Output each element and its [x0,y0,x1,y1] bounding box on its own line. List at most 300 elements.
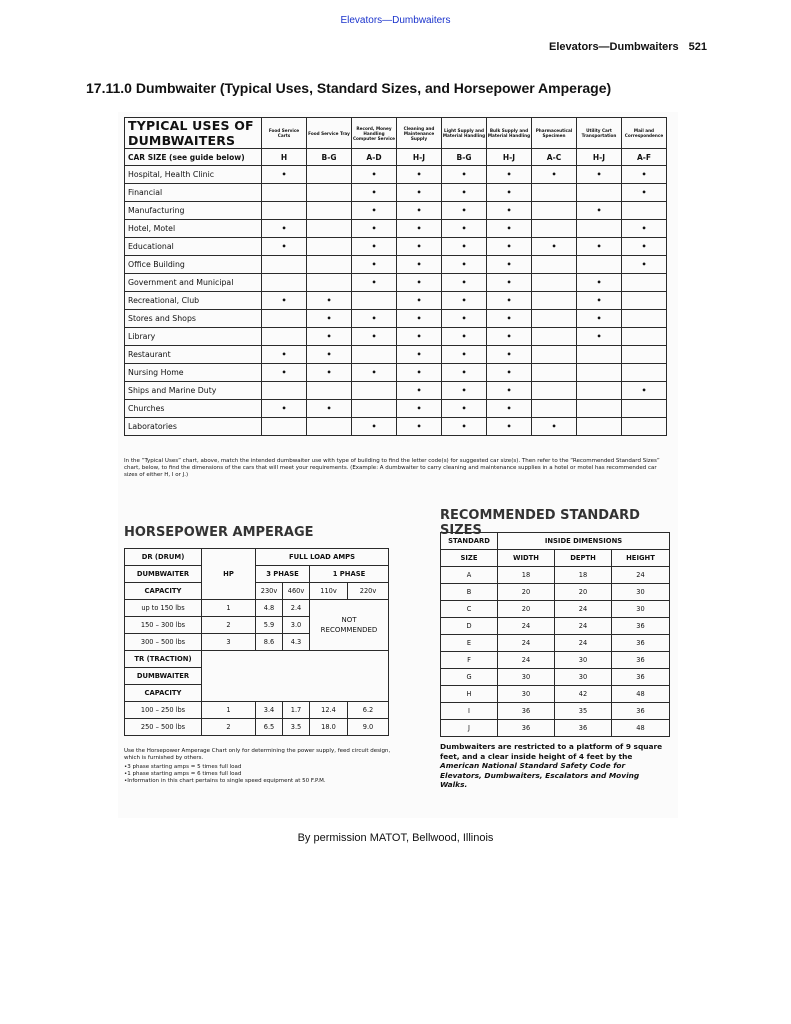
uses-column-header: Food Service Carts [262,118,307,149]
amps-value: 6.2 [348,702,389,719]
use-mark: • [397,418,442,436]
running-head-title: Elevators—Dumbwaiters [549,41,679,53]
table-row [125,184,667,202]
empty-cell [577,346,622,364]
amps-value: 1.7 [283,702,310,719]
amps-value: 18.0 [310,719,348,736]
size-width: 36 [498,720,555,737]
car-size-code: A-C [532,149,577,166]
voltage-header: 220v [348,583,389,600]
use-mark: • [622,256,667,274]
size-size: G [441,669,498,686]
table-row [125,310,667,328]
size-width: 30 [498,686,555,703]
size-height: 30 [612,584,670,601]
not-recommended-line2: RECOMMENDED [320,626,378,634]
empty-cell [532,256,577,274]
use-mark: • [442,202,487,220]
use-mark: • [487,220,532,238]
size-size: H [441,686,498,703]
hp-traction-header-row [125,651,389,668]
empty-cell [622,364,667,382]
building-type-label: Hotel, Motel [125,220,262,238]
use-mark: • [577,310,622,328]
use-mark: • [307,310,352,328]
use-mark: • [352,220,397,238]
hp-value: 2 [202,617,256,634]
use-mark: • [487,346,532,364]
building-type-label: Stores and Shops [125,310,262,328]
depth-header: DEPTH [555,550,612,567]
table-row [441,584,670,601]
table-row [125,382,667,400]
empty-cell [622,328,667,346]
use-mark: • [487,310,532,328]
use-mark: • [577,292,622,310]
hp-drum-header: DUMBWAITER [125,566,202,583]
size-height: 30 [612,601,670,618]
empty-cell [532,328,577,346]
uses-title-line2: DUMBWAITERS [128,133,236,148]
uses-column-header: Record, Money Handling Computer Service [352,118,397,149]
horsepower-bullets [124,764,404,785]
amps-value: 12.4 [310,702,348,719]
size-height: 36 [612,703,670,720]
empty-cell [622,310,667,328]
size-size: D [441,618,498,635]
amps-value: 6.5 [256,719,283,736]
table-row [441,635,670,652]
use-mark: • [262,400,307,418]
size-depth: 30 [555,652,612,669]
hp-value: 1 [202,600,256,617]
amps-value: 8.6 [256,634,283,651]
use-mark: • [397,310,442,328]
uses-title-line1: TYPICAL USES OF [128,118,254,133]
empty-cell [532,292,577,310]
use-mark: • [397,184,442,202]
use-mark: • [307,328,352,346]
car-size-row [125,149,667,166]
use-mark: • [397,256,442,274]
use-mark: • [397,220,442,238]
hp-column-header: HP [202,549,256,600]
scanned-figure [118,112,678,818]
use-mark: • [442,400,487,418]
use-mark: • [352,238,397,256]
hp-capacity: 250 – 500 lbs [125,719,202,736]
size-depth: 42 [555,686,612,703]
uses-title [125,118,262,149]
use-mark: • [352,364,397,382]
table-row [125,238,667,256]
hp-value: 2 [202,719,256,736]
list-item: • Information in this chart pertains to single speed equipment at 50 F.P.M. [124,778,404,785]
car-size-code: A-D [352,149,397,166]
use-mark: • [487,274,532,292]
amps-value: 2.4 [283,600,310,617]
empty-cell [532,310,577,328]
table-row [125,364,667,382]
building-type-label: Recreational, Club [125,292,262,310]
empty-cell [262,310,307,328]
use-mark: • [487,418,532,436]
size-height: 36 [612,652,670,669]
empty-cell [622,274,667,292]
size-depth: 35 [555,703,612,720]
list-item: • 1 phase starting amps = 6 times full load [124,771,404,778]
empty-cell [352,346,397,364]
building-type-label: Churches [125,400,262,418]
empty-cell [622,202,667,220]
use-mark: • [397,292,442,310]
use-mark: • [262,238,307,256]
use-mark: • [622,382,667,400]
size-height: 24 [612,567,670,584]
use-mark: • [532,166,577,184]
uses-column-header: Pharmaceutical Specimen [532,118,577,149]
size-height: 36 [612,669,670,686]
use-mark: • [577,202,622,220]
table-row [125,202,667,220]
inside-dimensions-header: INSIDE DIMENSIONS [498,533,670,550]
empty-cell [532,184,577,202]
empty-cell [262,256,307,274]
empty-cell [577,382,622,400]
empty-cell [307,238,352,256]
permission-credit: By permission MATOT, Bellwood, Illinois [297,832,494,844]
empty-cell [532,364,577,382]
empty-cell [532,202,577,220]
amps-value: 3.0 [283,617,310,634]
car-size-code: H-J [487,149,532,166]
empty-cell [262,418,307,436]
size-width: 18 [498,567,555,584]
empty-cell [577,184,622,202]
car-size-code: H-J [577,149,622,166]
hp-header-row [125,549,389,566]
building-type-label: Financial [125,184,262,202]
empty-cell [262,328,307,346]
amps-value: 4.3 [283,634,310,651]
hp-value: 3 [202,634,256,651]
uses-column-header: Food Service Tray [307,118,352,149]
hp-header-row [125,583,389,600]
building-type-label: Office Building [125,256,262,274]
uses-table-body [125,149,667,436]
use-mark: • [397,202,442,220]
table-row [125,292,667,310]
standard-sizes-title: RECOMMENDED STANDARD SIZES [440,508,640,538]
empty-cell [532,346,577,364]
use-mark: • [487,256,532,274]
building-type-label: Ships and Marine Duty [125,382,262,400]
use-mark: • [352,256,397,274]
size-width: 24 [498,635,555,652]
size-width: 20 [498,601,555,618]
section-heading: 17.11.0 Dumbwaiter (Typical Uses, Standard Sizes, and Horsepower Amperage) [86,80,612,96]
use-mark: • [262,166,307,184]
building-type-label: Manufacturing [125,202,262,220]
table-row [441,669,670,686]
voltage-header: 110v [310,583,348,600]
hp-header-row [125,566,389,583]
use-mark: • [487,328,532,346]
table-row [441,601,670,618]
use-mark: • [577,328,622,346]
empty-cell [307,220,352,238]
table-row [441,703,670,720]
size-depth: 24 [555,635,612,652]
running-head [549,41,707,53]
use-mark: • [442,328,487,346]
page-number: 521 [688,41,707,53]
use-mark: • [307,400,352,418]
uses-column-header: Cleaning and Maintenance Supply [397,118,442,149]
width-header: WIDTH [498,550,555,567]
use-mark: • [487,202,532,220]
hp-traction-header: DUMBWAITER [125,668,202,685]
use-mark: • [307,292,352,310]
uses-column-header: Utility Cart Transportation [577,118,622,149]
voltage-header: 230v [256,583,283,600]
uses-header-row [125,118,667,149]
size-restriction-note [440,742,665,790]
size-depth: 30 [555,669,612,686]
uses-chart-note: In the “Typical Uses” chart, above, match the intended dumbwaiter use with type of building to find the letter code(s) for suggested car size(s). Then refer to the “Recommended Standard Sizes” chart, below, to find the dimensions of the cars that will meet your requirements. (Example: A dumbwaiter to carry cleaning and maintenance supplies in a hotel or motel has recommended car sizes of either H, I or J.) [124,458,660,478]
use-mark: • [397,238,442,256]
empty-cell [622,400,667,418]
use-mark: • [487,184,532,202]
table-row [441,618,670,635]
not-recommended-cell [310,600,389,651]
use-mark: • [622,184,667,202]
hp-drum-row [125,600,389,617]
amps-value: 5.9 [256,617,283,634]
list-item: • 3 phase starting amps = 5 times full load [124,764,404,771]
use-mark: • [262,346,307,364]
size-width: 24 [498,652,555,669]
hp-value: 1 [202,702,256,719]
size-depth: 24 [555,601,612,618]
empty-cell [307,166,352,184]
use-mark: • [397,364,442,382]
horsepower-amperage-table [124,548,389,736]
use-mark: • [352,310,397,328]
use-mark: • [487,382,532,400]
hp-traction-header: TR (TRACTION) [125,651,202,668]
three-phase-header: 3 PHASE [256,566,310,583]
empty-cell [307,202,352,220]
empty-cell [577,364,622,382]
use-mark: • [442,310,487,328]
not-recommended-line1: NOT [341,616,357,624]
amps-value: 9.0 [348,719,389,736]
horsepower-note-text: Use the Horsepower Amperage Chart only for determining the power supply, feed circuit design, which is furnished by others. [124,748,391,761]
empty-cell [622,292,667,310]
size-width: 36 [498,703,555,720]
size-size: E [441,635,498,652]
hp-traction-header: CAPACITY [125,685,202,702]
use-mark: • [442,220,487,238]
use-mark: • [487,292,532,310]
table-row [441,720,670,737]
voltage-header: 460v [283,583,310,600]
empty-cell [532,220,577,238]
one-phase-header: 1 PHASE [310,566,389,583]
table-row [125,274,667,292]
table-row [441,686,670,703]
standard-sizes-body [441,567,670,737]
use-mark: • [262,364,307,382]
size-depth: 20 [555,584,612,601]
std-header-row [441,533,670,550]
use-mark: • [442,238,487,256]
standard-header: STANDARD [441,533,498,550]
standard-sizes-table [440,532,670,737]
size-width: 24 [498,618,555,635]
empty-cell [577,256,622,274]
table-row [125,418,667,436]
use-mark: • [397,400,442,418]
table-row [125,400,667,418]
table-row [441,567,670,584]
code-title: American National Standard Safety Code for Elevators, Dumbwaiters, Escalators and Moving Walks. [440,761,640,789]
empty-cell [307,382,352,400]
empty-cell [352,382,397,400]
use-mark: • [442,364,487,382]
restriction-text: Dumbwaiters are restricted to a platform of 9 square feet, and a clear inside height of 4 feet by the [440,742,663,761]
use-mark: • [442,418,487,436]
hp-capacity: 300 – 500 lbs [125,634,202,651]
full-load-amps-header: FULL LOAD AMPS [256,549,389,566]
use-mark: • [487,400,532,418]
table-row [125,256,667,274]
use-mark: • [487,238,532,256]
size-width: 20 [498,584,555,601]
size-width: 30 [498,669,555,686]
use-mark: • [307,346,352,364]
use-mark: • [352,184,397,202]
table-row [125,220,667,238]
size-header: SIZE [441,550,498,567]
size-depth: 18 [555,567,612,584]
use-mark: • [487,166,532,184]
use-mark: • [262,292,307,310]
size-height: 36 [612,635,670,652]
size-size: F [441,652,498,669]
building-type-label: Restaurant [125,346,262,364]
use-mark: • [397,382,442,400]
empty-cell [352,292,397,310]
empty-cell [262,382,307,400]
use-mark: • [442,346,487,364]
use-mark: • [532,238,577,256]
empty-cell [622,346,667,364]
hp-traction-row [125,702,389,719]
blank-cell [202,651,389,702]
use-mark: • [442,184,487,202]
size-depth: 24 [555,618,612,635]
table-row [441,652,670,669]
empty-cell [622,418,667,436]
empty-cell [532,382,577,400]
table-row [125,346,667,364]
hp-drum-header: CAPACITY [125,583,202,600]
empty-cell [577,220,622,238]
hp-traction-row [125,719,389,736]
use-mark: • [352,418,397,436]
use-mark: • [352,202,397,220]
use-mark: • [397,328,442,346]
use-mark: • [397,346,442,364]
building-type-label: Nursing Home [125,364,262,382]
use-mark: • [442,382,487,400]
use-mark: • [442,166,487,184]
use-mark: • [442,256,487,274]
empty-cell [262,184,307,202]
use-mark: • [397,274,442,292]
typical-uses-table [124,117,667,436]
car-size-code: A-F [622,149,667,166]
empty-cell [262,202,307,220]
size-size: I [441,703,498,720]
size-size: C [441,601,498,618]
empty-cell [532,274,577,292]
car-size-code: B-G [442,149,487,166]
size-height: 48 [612,686,670,703]
uses-column-header: Bulk Supply and Material Handling [487,118,532,149]
empty-cell [307,418,352,436]
empty-cell [262,274,307,292]
use-mark: • [622,238,667,256]
use-mark: • [262,220,307,238]
uses-column-header: Light Supply and Material Handling [442,118,487,149]
size-size: A [441,567,498,584]
use-mark: • [622,220,667,238]
empty-cell [307,184,352,202]
building-type-label: Laboratories [125,418,262,436]
use-mark: • [577,166,622,184]
use-mark: • [532,418,577,436]
height-header: HEIGHT [612,550,670,567]
empty-cell [532,400,577,418]
empty-cell [577,400,622,418]
use-mark: • [352,328,397,346]
amps-value: 3.4 [256,702,283,719]
empty-cell [307,274,352,292]
car-size-code: H [262,149,307,166]
horsepower-title: HORSEPOWER AMPERAGE [124,525,314,540]
breadcrumb-link[interactable]: Elevators—Dumbwaiters [340,15,451,26]
size-height: 36 [612,618,670,635]
car-size-label: CAR SIZE (see guide below) [125,149,262,166]
use-mark: • [307,364,352,382]
std-header-row [441,550,670,567]
use-mark: • [577,274,622,292]
table-row [125,166,667,184]
size-height: 48 [612,720,670,737]
use-mark: • [442,292,487,310]
use-mark: • [397,166,442,184]
use-mark: • [622,166,667,184]
use-mark: • [352,274,397,292]
amps-value: 3.5 [283,719,310,736]
use-mark: • [577,238,622,256]
building-type-label: Educational [125,238,262,256]
uses-column-header: Mail and Correspondence [622,118,667,149]
use-mark: • [442,274,487,292]
